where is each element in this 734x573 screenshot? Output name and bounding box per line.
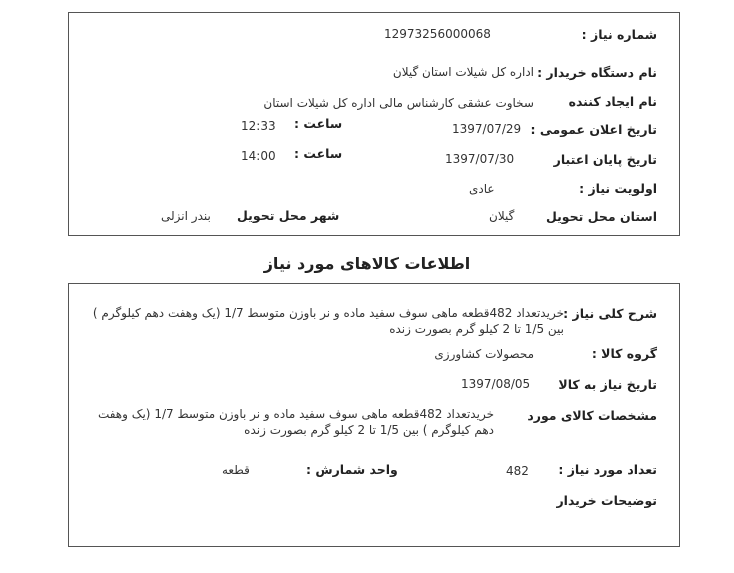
announce-date-value: 1397/07/29 bbox=[452, 122, 522, 136]
unit-label: واحد شمارش : bbox=[306, 462, 398, 477]
expiry-date-label: تاریخ پایان اعتبار bbox=[553, 152, 657, 167]
need-date-label: تاریخ نیاز به کالا bbox=[558, 377, 657, 392]
buyer-notes-label: توضیحات خریدار bbox=[556, 493, 657, 508]
expiry-time-label: ساعت : bbox=[294, 146, 343, 161]
expiry-time-value: 14:00 bbox=[241, 149, 276, 163]
specs-label: مشخصات کالای مورد bbox=[527, 408, 657, 423]
group-label: گروه کالا : bbox=[591, 346, 657, 361]
buyer-value: اداره کل شیلات استان گیلان bbox=[392, 65, 534, 79]
description-label: شرح کلی نیاز : bbox=[563, 306, 657, 321]
tender-info-box bbox=[68, 12, 680, 236]
group-value: محصولات کشاورزی bbox=[434, 347, 534, 361]
creator-value: سخاوت عشقی کارشناس مالی اداره کل شیلات استان bbox=[263, 96, 534, 110]
province-value: گیلان bbox=[489, 209, 515, 223]
specs-value: خریدتعداد 482قطعه ماهی سوف سفید ماده و نر باوزن متوسط 1/7 (یک وهفت دهم کیلوگرم ) بین 1/5 تا 2 کیلو گرم بصورت زنده bbox=[97, 407, 494, 437]
creator-label: نام ایجاد کننده bbox=[568, 94, 657, 109]
quantity-label: تعداد مورد نیاز : bbox=[558, 462, 657, 477]
need-number-value: 12973256000068 bbox=[384, 27, 491, 41]
announce-time-value: 12:33 bbox=[241, 119, 276, 133]
section-title: اطلاعات کالاهای مورد نیاز bbox=[263, 254, 471, 273]
need-number-label: شماره نیاز : bbox=[581, 27, 657, 42]
goods-info-box bbox=[68, 283, 680, 547]
description-value: خریدتعداد 482قطعه ماهی سوف سفید ماده و نر باوزن متوسط 1/7 (یک وهفت دهم کیلوگرم ) بین 1/5 تا 2 کیلو گرم بصورت زنده bbox=[92, 306, 564, 336]
priority-label: اولویت نیاز : bbox=[579, 181, 657, 196]
need-date-value: 1397/08/05 bbox=[461, 377, 531, 391]
quantity-value: 482 bbox=[506, 464, 529, 478]
province-label: استان محل تحویل bbox=[545, 209, 657, 224]
expiry-date-value: 1397/07/30 bbox=[445, 152, 515, 166]
city-label: شهر محل تحویل bbox=[237, 208, 340, 223]
priority-value: عادی bbox=[469, 182, 495, 196]
announce-time-label: ساعت : bbox=[294, 116, 343, 131]
unit-value: قطعه bbox=[222, 463, 250, 477]
buyer-label: نام دستگاه خریدار : bbox=[537, 65, 657, 80]
city-value: بندر انزلی bbox=[161, 209, 211, 223]
announce-date-label: تاریخ اعلان عمومی : bbox=[530, 122, 657, 137]
